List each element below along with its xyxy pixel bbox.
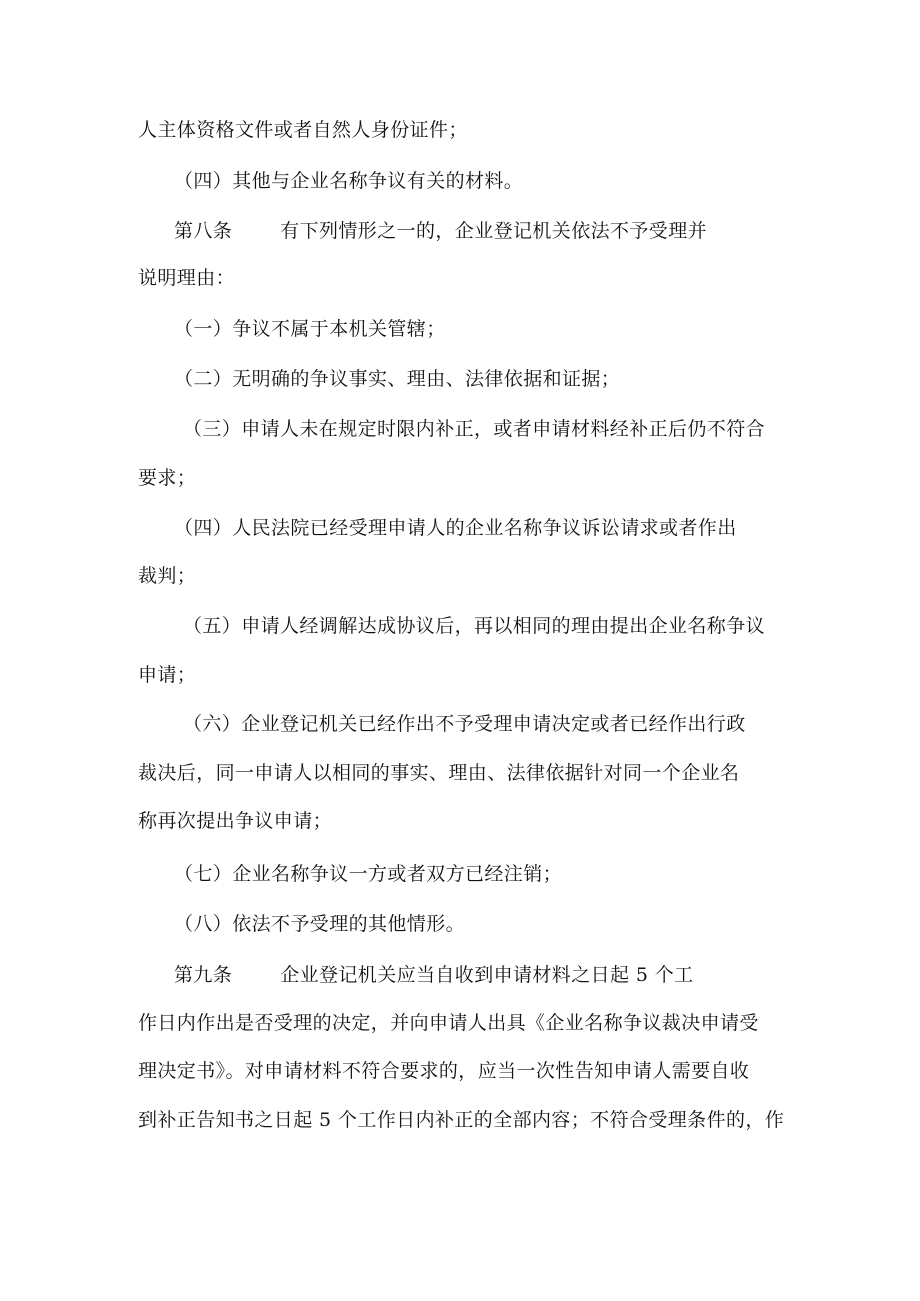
article-label: 第九条 [174, 964, 233, 986]
paragraph-line: （六）企业登记机关已经作出不予受理申请决定或者已经作出行政 [183, 713, 746, 735]
paragraph-line: 到补正告知书之日起 5 个工作日内补正的全部内容；不符合受理条件的，作 [138, 1109, 785, 1131]
paragraph-line: （一）争议不属于本机关管辖； [174, 318, 446, 340]
paragraph-line: 称再次提出争议申请； [138, 810, 333, 832]
paragraph-line: （三）申请人未在规定时限内补正，或者申请材料经补正后仍不符合 [183, 418, 766, 440]
article-text: 有下列情形之一的，企业登记机关依法不予受理并 [280, 220, 708, 242]
article-text: 企业登记机关应当自收到申请材料之日起 5 个工 [280, 964, 694, 986]
paragraph-line: （二）无明确的争议事实、理由、法律依据和证据； [174, 368, 621, 390]
paragraph-line: （八）依法不予受理的其他情形。 [174, 913, 466, 935]
paragraph-line: 要求； [138, 467, 197, 489]
paragraph-line: 说明理由： [138, 267, 236, 289]
paragraph-line: 申请； [138, 664, 197, 686]
article-8-heading [174, 218, 707, 244]
paragraph-line: 裁判； [138, 565, 197, 587]
article-9-heading [174, 962, 694, 988]
paragraph-line: （四）人民法院已经受理申请人的企业名称争议诉讼请求或者作出 [174, 517, 737, 539]
paragraph-line: 人主体资格文件或者自然人身份证件； [138, 119, 468, 141]
paragraph-line: 裁决后，同一申请人以相同的事实、理由、法律依据针对同一个企业名 [138, 762, 740, 784]
article-label: 第八条 [174, 220, 233, 242]
paragraph-line: （四）其他与企业名称争议有关的材料。 [174, 170, 524, 192]
paragraph-line: （七）企业名称争议一方或者双方已经注销； [174, 863, 563, 885]
paragraph-line: 理决定书》。对申请材料不符合要求的，应当一次性告知申请人需要自收 [138, 1060, 750, 1082]
paragraph-line: （五）申请人经调解达成协议后，再以相同的理由提出企业名称争议 [183, 615, 766, 637]
paragraph-line: 作日内作出是否受理的决定，并向申请人出具《企业名称争议裁决申请受 [138, 1012, 759, 1034]
